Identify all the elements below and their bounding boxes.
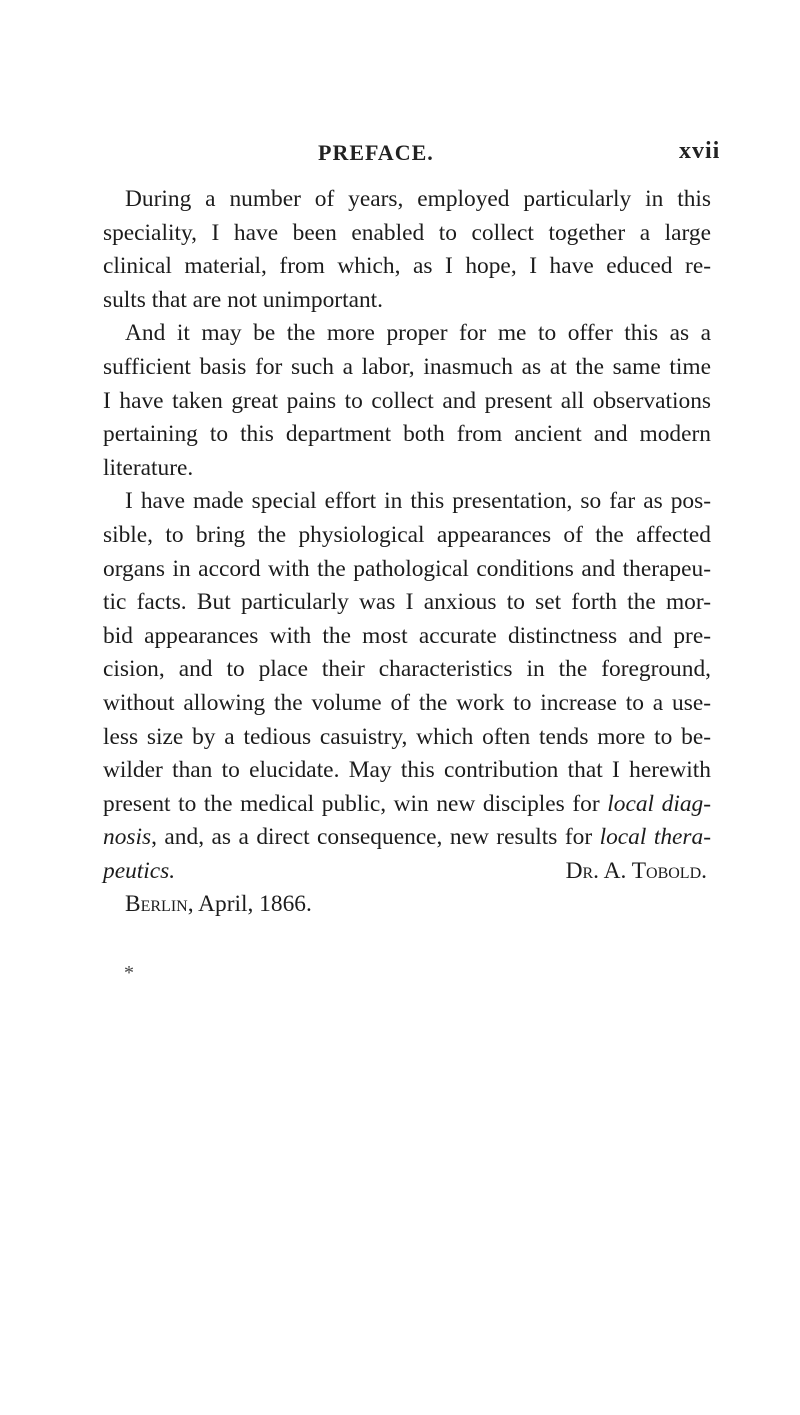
text-line: less size by a tedious casuistry, which often tends more to be- [103,723,711,750]
text-line: During a number of years, employed particularly in this [125,186,711,212]
text-line: pertaining to this department both from ancient and modern [103,421,711,448]
author-signature: Dr. A. Tobold. [565,857,707,884]
text-line: sults that are not unimportant. [103,286,383,313]
signature-line [103,855,711,889]
italic-term: local diag- [607,790,711,817]
place-name: Berlin [125,891,188,918]
preface-text [103,183,711,922]
date-text: , April, 1866. [187,891,312,918]
text-line: tic facts. But particularly was I anxious to set forth the mor- [103,589,711,616]
text-line: sufficient basis for such a labor, inasmuch as at the same time [103,353,711,380]
italic-term: nosis [103,824,152,851]
text-line-mixed [103,788,711,822]
italic-term: local thera- [599,824,711,851]
text-line: speciality, I have been enabled to collect together a large [103,219,711,246]
text-line: clinical material, from which, as I hope, I have educed re- [103,253,711,280]
text-line-mixed [103,821,711,855]
text-line: I have made special effort in this presentation, so far as pos- [125,488,711,515]
text-line: I have taken great pains to collect and present all observations [103,387,711,414]
italic-term: peutics. [103,857,176,884]
text-line: And it may be the more proper for me to offer this as a [125,320,711,347]
asterisk-mark: * [124,962,134,984]
running-title: PREFACE. [318,140,434,165]
text-line: organs in accord with the pathological conditions and therapeu- [103,555,711,582]
text-line: cision, and to place their characteristics in the foreground, [103,656,711,683]
text-line: bid appearances with the most accurate distinctness and pre- [103,622,711,649]
text-line: without allowing the volume of the work to increase to a use- [103,689,711,716]
text-run: , and, as a direct consequence, new results for [151,824,600,851]
running-head [0,140,800,170]
text-line: literature. [103,454,194,481]
text-line: sible, to bring the physiological appearances of the affected [103,521,711,548]
text-run: present to the medical public, win new disciples for [103,790,608,817]
place-date [103,888,711,922]
page-number: xvii [679,138,721,164]
text-line: wilder than to elucidate. May this contribution that I herewith [103,757,711,784]
